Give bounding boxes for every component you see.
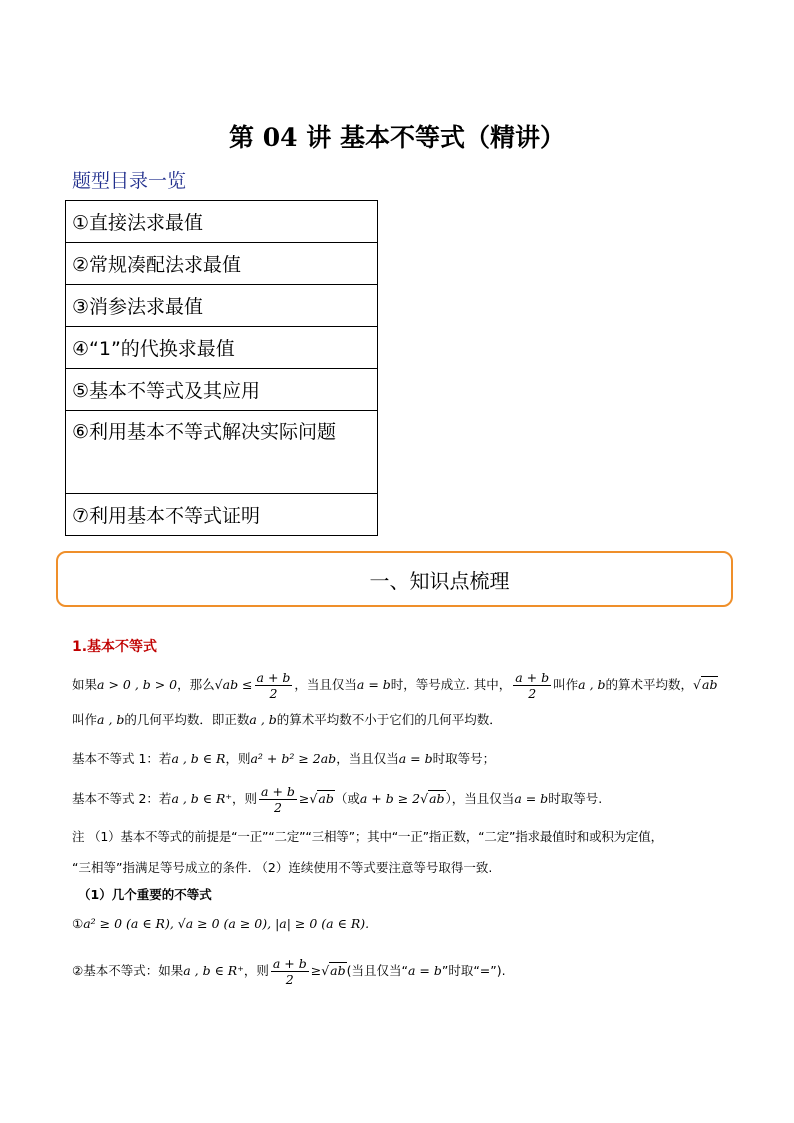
fraction: $\frac{a + b}{2}$: [261, 784, 295, 815]
math-inequality: a² + b² ≥ 2ab: [250, 751, 337, 766]
sqrt-expression: √ab: [420, 791, 445, 806]
paragraph-line: 基本不等式 2：若a , b ∈ R⁺，则 $\frac{a + b}{2}$ ≥√ab（或a + b ≥ 2√ab），当且仅当a = b时取等号.: [72, 784, 603, 815]
math-inequality: a² ≥ 0 (a ∈ R), √a ≥ 0 (a ≥ 0), |a| ≥ 0 (a ∈ R).: [83, 916, 370, 931]
sqrt-expression: √ab: [693, 677, 718, 692]
toc-item: ⑥利用基本不等式解决实际问题: [66, 411, 378, 494]
fraction: $\frac{a + b}{2}$: [272, 956, 307, 987]
paragraph-line: ②基本不等式：如果a , b ∈ R⁺，则 $\frac{a + b}{2}$ ≥√ab(当且仅当“a = b”时取“=”).: [72, 956, 506, 987]
paragraph-line: 注 （1）基本不等式的前提是“一正”“二定”“三相等”；其中“一正”指正数，“二定”指求最值时和或积为定值，: [72, 829, 663, 844]
paragraph-line: 叫作a , b的几何平均数．即正数a , b的算术平均数不小于它们的几何平均数．: [72, 712, 502, 727]
toc-item: ⑦利用基本不等式证明: [66, 494, 378, 536]
toc-table: [65, 200, 378, 536]
toc-item: ③消参法求最值: [66, 285, 378, 327]
paragraph-line: 如果a > 0 , b > 0，那么√ab ≤ $\frac{a + b}{2}$ ，当且仅当a = b时，等号成立. 其中， $\frac{a + b}{2}$ 叫作a , b的算术平均数，√ab: [72, 670, 718, 701]
toc-item: ⑤基本不等式及其应用: [66, 369, 378, 411]
toc-item: ④“1”的代换求最值: [66, 327, 378, 369]
toc-heading: 题型目录一览: [72, 170, 187, 192]
paragraph-line: “三相等”指满足等号成立的条件. （2）连续使用不等式要注意等号取得一致.: [72, 860, 493, 875]
toc-item: ①直接法求最值: [66, 201, 378, 243]
math-condition: a > 0 , b > 0: [97, 677, 178, 692]
sqrt-expression: √ab: [321, 963, 346, 978]
toc-item: ②常规凑配法求最值: [66, 243, 378, 285]
fraction: $\frac{a + b}{2}$: [515, 670, 550, 701]
section-banner: [56, 551, 733, 607]
sqrt-expression: √ab: [309, 791, 334, 806]
subsection-title: 1.基本不等式: [72, 639, 158, 655]
fraction: $\frac{a + b}{2}$: [256, 670, 291, 701]
section-title: 一、知识点梳理: [369, 568, 510, 593]
paragraph-line: 基本不等式 1：若a , b ∈ R，则a² + b² ≥ 2ab，当且仅当a = b时取等号；: [72, 751, 496, 766]
page-title: 第 04 讲 基本不等式（精讲）: [229, 123, 565, 152]
paragraph-line: ①a² ≥ 0 (a ∈ R), √a ≥ 0 (a ≥ 0), |a| ≥ 0 (a ∈ R).: [72, 916, 370, 931]
math-inequality: √ab ≤: [214, 677, 253, 692]
list-heading: （1）几个重要的不等式: [78, 887, 212, 902]
